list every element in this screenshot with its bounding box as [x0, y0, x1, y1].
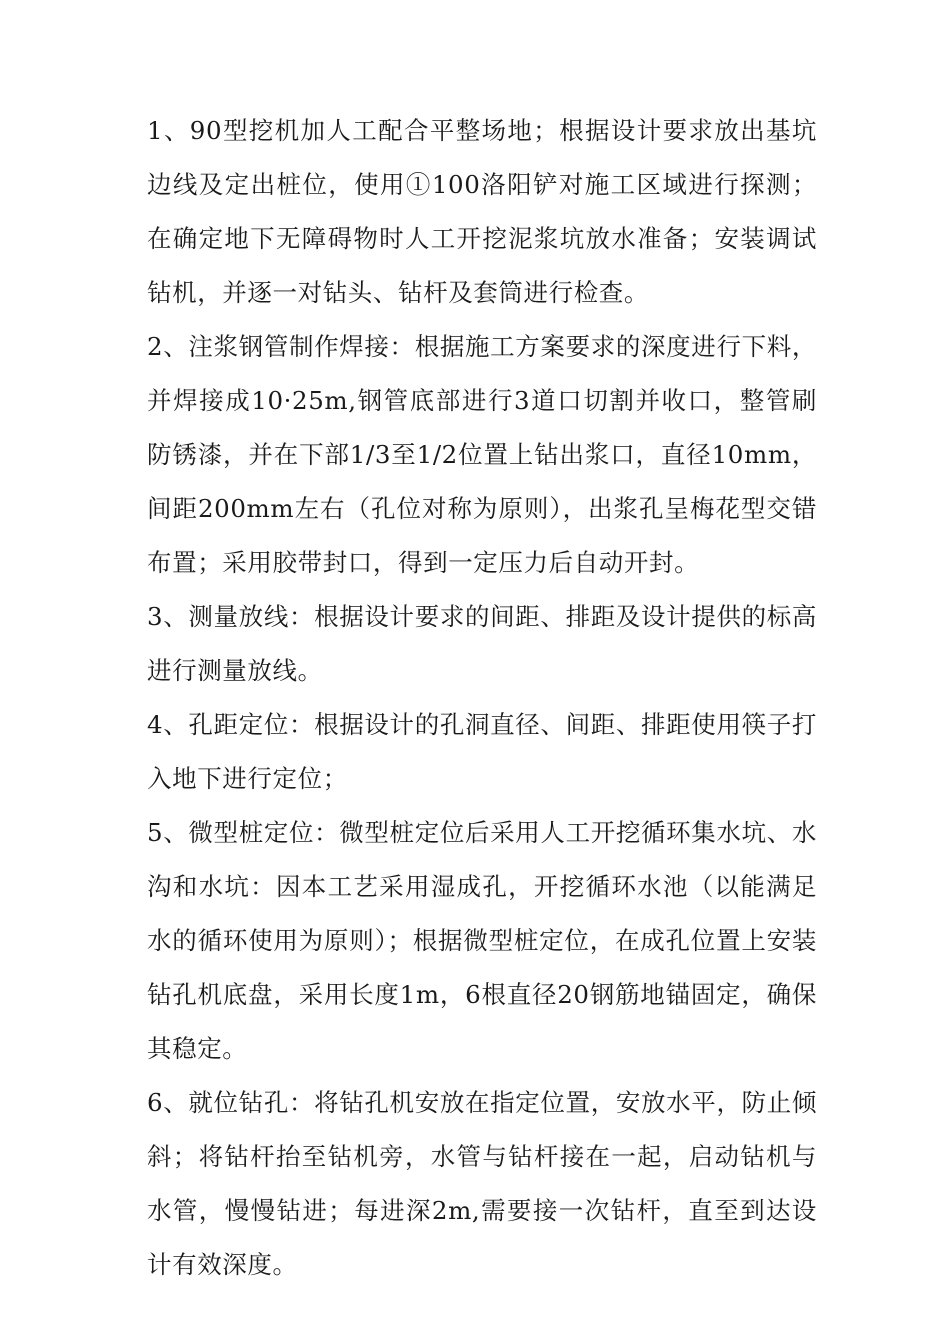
paragraph-step-3: 3、测量放线：根据设计要求的间距、排距及设计提供的标高进行测量放线。 [147, 602, 817, 685]
paragraph-step-6: 6、就位钻孔：将钻孔机安放在指定位置，安放水平，防止倾斜；将钻杆抬至钻机旁，水管与钻杆接在一起，启动钻机与水管，慢慢钻进；每进深2m,需要接一次钻杆，直至到达设计有效深度。 [147, 1088, 817, 1279]
paragraph-step-1: 1、90型挖机加人工配合平整场地；根据设计要求放出基坑边线及定出桩位，使用①100洛阳铲对施工区域进行探测；在确定地下无障碍物时人工开挖泥浆坑放水准备；安装调试钻机，并逐一对钻头、钻杆及套筒进行检查。 [147, 116, 817, 307]
paragraph-step-2: 2、注浆钢管制作焊接：根据施工方案要求的深度进行下料，并焊接成10·25m,钢管底部进行3道口切割并收口，整管刷防锈漆，并在下部1/3至1/2位置上钻出浆口，直径10mm，间距200mm左右（孔位对称为原则），出浆孔呈梅花型交错布置；采用胶带封口，得到一定压力后自动开封。 [147, 332, 817, 577]
document-body [147, 104, 817, 1292]
paragraph-step-4: 4、孔距定位：根据设计的孔洞直径、间距、排距使用筷子打入地下进行定位； [147, 710, 817, 793]
paragraph-step-5: 5、微型桩定位：微型桩定位后采用人工开挖循环集水坑、水沟和水坑：因本工艺采用湿成孔，开挖循环水池（以能满足水的循环使用为原则）；根据微型桩定位，在成孔位置上安装钻孔机底盘，采用长度1m，6根直径20钢筋地锚固定，确保其稳定。 [147, 818, 817, 1063]
